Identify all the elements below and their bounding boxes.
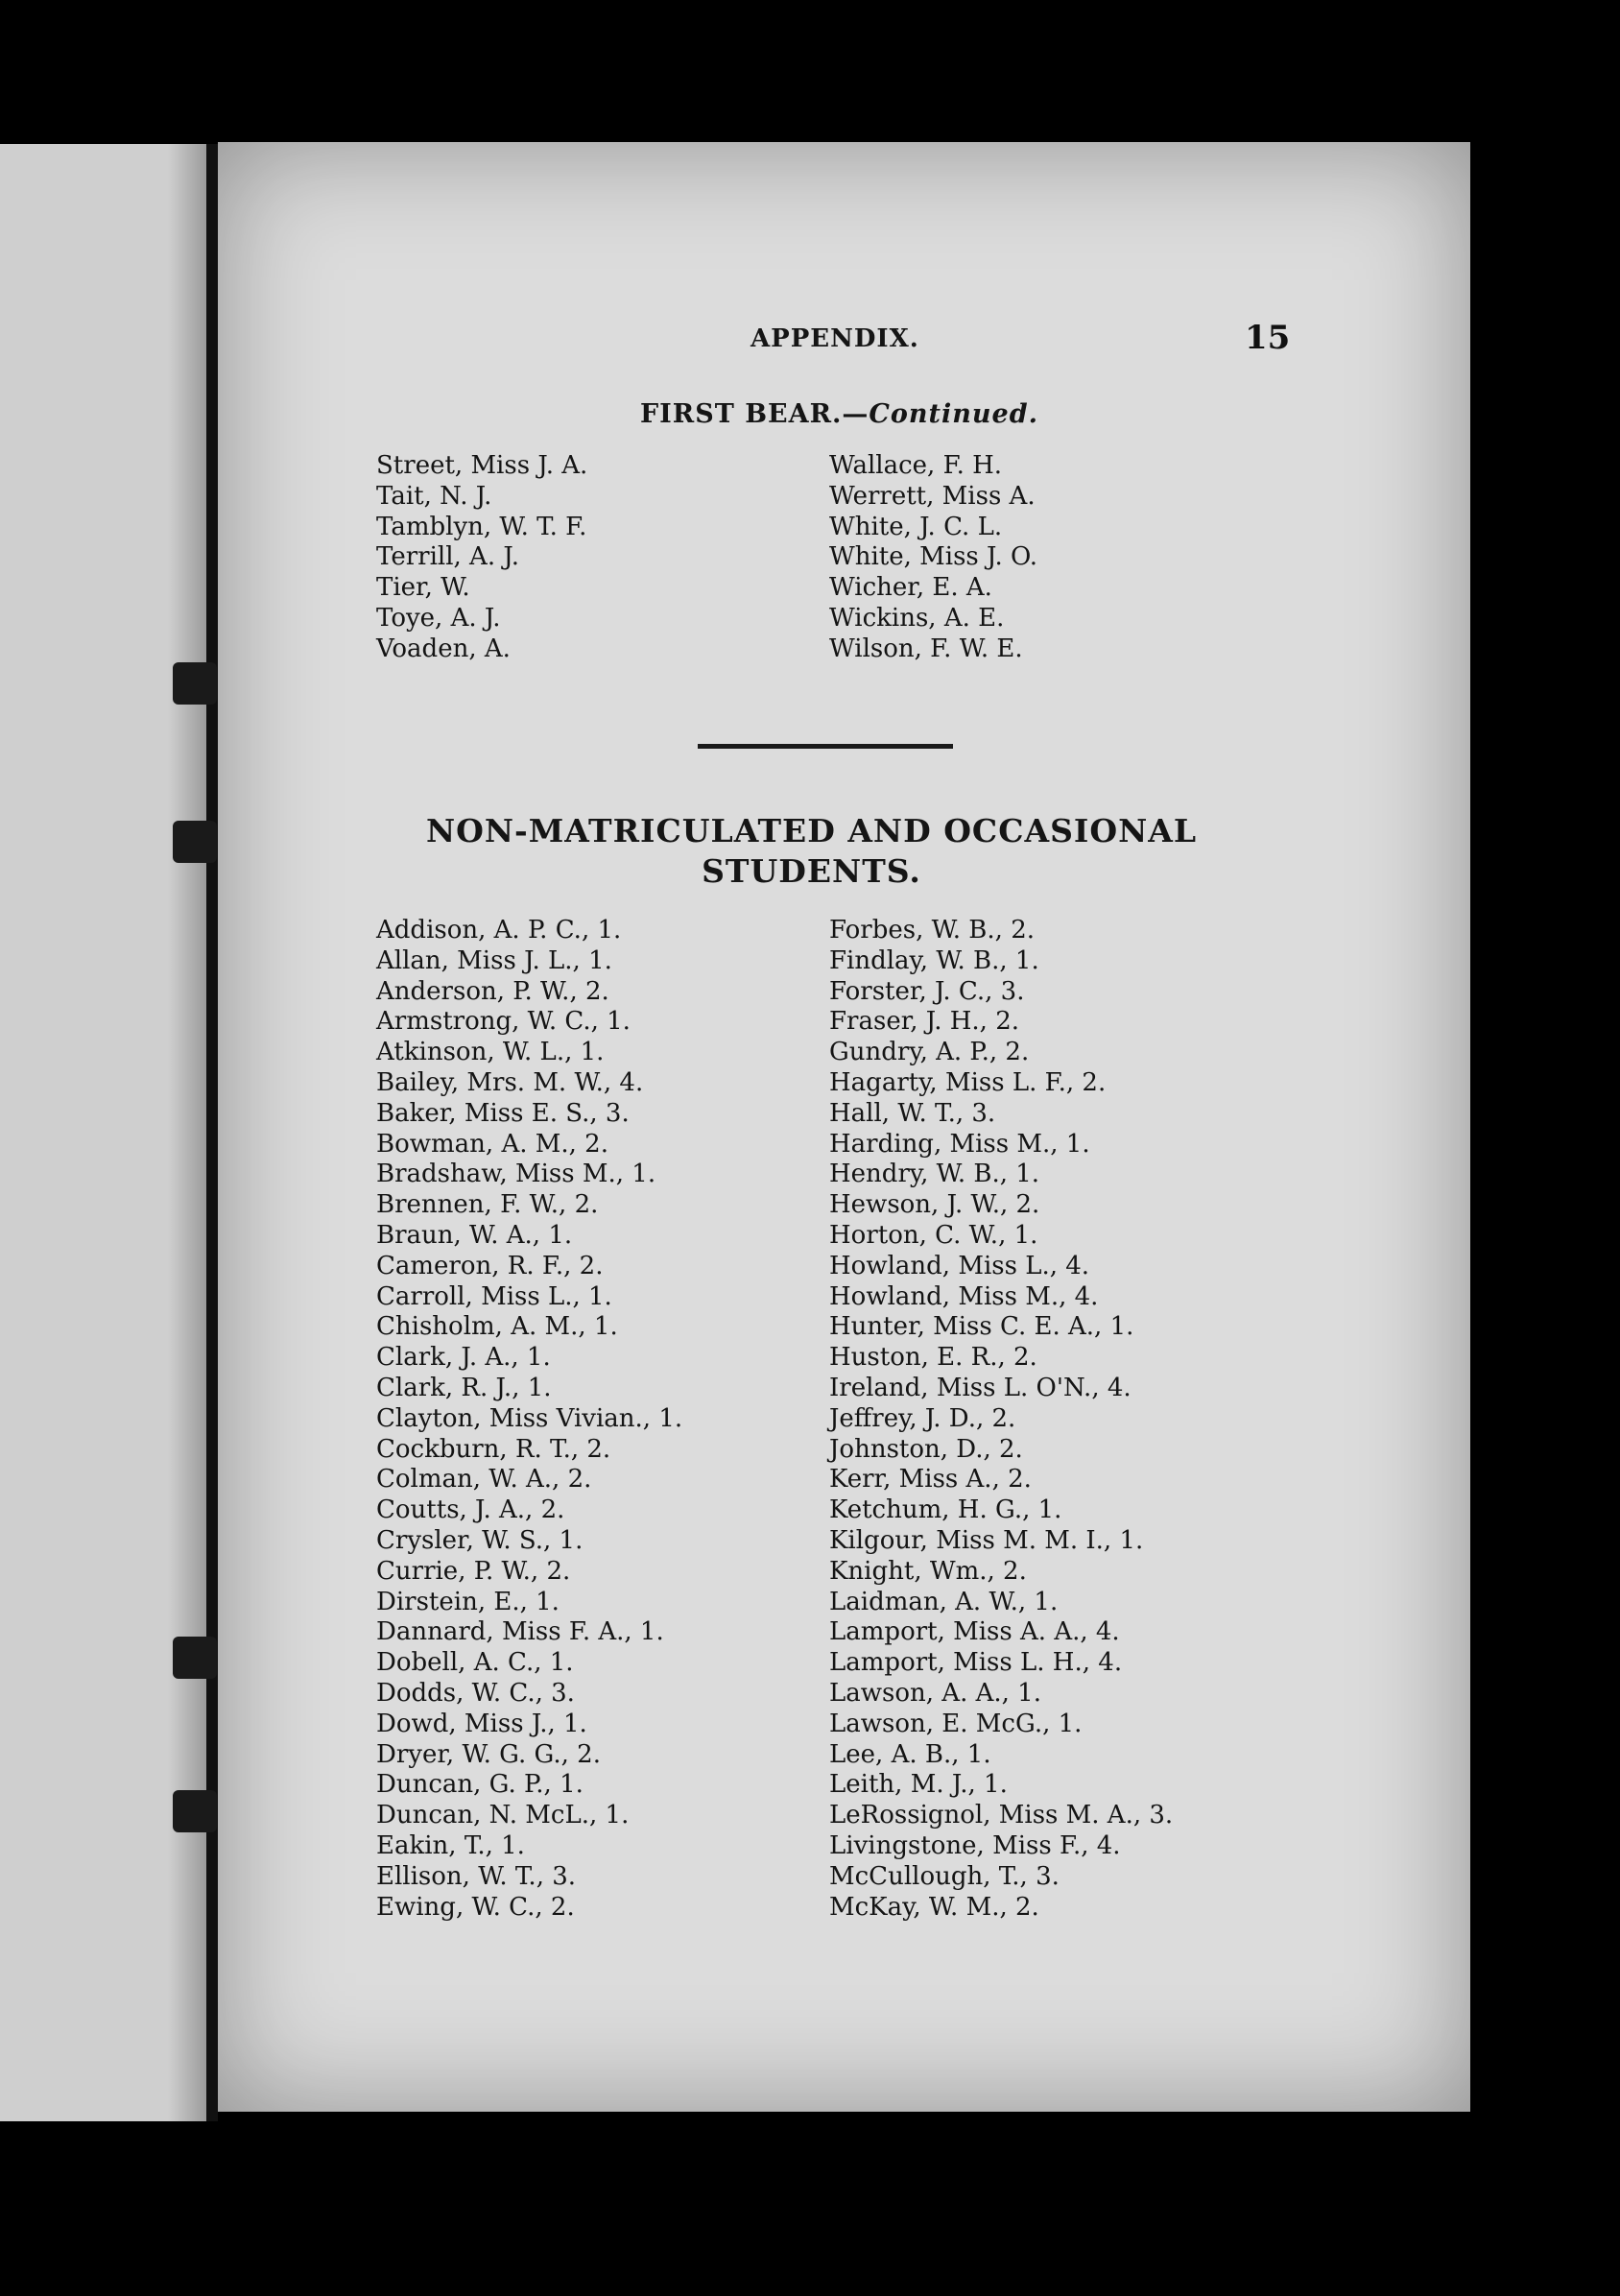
list-item: Harding, Miss M., 1. xyxy=(829,1129,1090,1159)
list-item: White, Miss J. O. xyxy=(829,542,1038,572)
list-item: Lamport, Miss L. H., 4. xyxy=(829,1648,1123,1678)
list-item: Hunter, Miss C. E. A., 1. xyxy=(829,1312,1134,1342)
list-item: Atkinson, W. L., 1. xyxy=(376,1038,605,1067)
list-item: Anderson, P. W., 2. xyxy=(376,976,609,1006)
list-item: Gundry, A. P., 2. xyxy=(829,1038,1030,1067)
non-matriculated-column-left xyxy=(376,916,682,1923)
list-item: Armstrong, W. C., 1. xyxy=(376,1007,631,1037)
first-year-heading xyxy=(640,399,1038,429)
first-year-column-right xyxy=(829,451,1037,665)
binding-hole xyxy=(173,1790,217,1832)
list-item: Dryer, W. G. G., 2. xyxy=(376,1739,601,1769)
facing-page-edge xyxy=(0,144,218,2121)
list-item: Dannard, Miss F. A., 1. xyxy=(376,1617,664,1647)
list-item: Wicher, E. A. xyxy=(829,573,992,603)
list-item: Clark, J. A., 1. xyxy=(376,1343,551,1373)
list-item: Dobell, A. C., 1. xyxy=(376,1648,574,1678)
list-item: Bowman, A. M., 2. xyxy=(376,1129,608,1159)
list-item: Wickins, A. E. xyxy=(829,603,1005,633)
list-item: Duncan, G. P., 1. xyxy=(376,1770,584,1800)
list-item: Forbes, W. B., 2. xyxy=(829,916,1036,945)
page-number: 15 xyxy=(1245,319,1291,357)
list-item: Allan, Miss J. L., 1. xyxy=(376,945,612,975)
list-item: Clayton, Miss Vivian., 1. xyxy=(376,1403,683,1433)
list-item: Dodds, W. C., 3. xyxy=(376,1678,575,1708)
list-item: Knight, Wm., 2. xyxy=(829,1556,1027,1586)
list-item: Hall, W. T., 3. xyxy=(829,1098,996,1128)
list-item: Dirstein, E., 1. xyxy=(376,1587,560,1616)
list-item: Ireland, Miss L. O'N., 4. xyxy=(829,1373,1132,1402)
list-item: Tamblyn, W. T. F. xyxy=(376,512,587,541)
running-title: APPENDIX. xyxy=(750,324,919,353)
list-item: Findlay, W. B., 1. xyxy=(829,945,1039,975)
list-item: LeRossignol, Miss M. A., 3. xyxy=(829,1801,1174,1830)
document-page xyxy=(218,142,1470,2112)
list-item: McKay, W. M., 2. xyxy=(829,1892,1039,1922)
list-item: Wallace, F. H. xyxy=(829,451,1003,480)
list-item: Howland, Miss M., 4. xyxy=(829,1281,1099,1311)
list-item: Ewing, W. C., 2. xyxy=(376,1892,575,1922)
binding-hole xyxy=(173,662,217,705)
list-item: Chisholm, A. M., 1. xyxy=(376,1312,618,1342)
list-item: Kerr, Miss A., 2. xyxy=(829,1465,1032,1495)
first-year-column-left xyxy=(376,451,587,665)
list-item: Crysler, W. S., 1. xyxy=(376,1525,584,1555)
list-item: Lee, A. B., 1. xyxy=(829,1739,991,1769)
list-item: Hagarty, Miss L. F., 2. xyxy=(829,1067,1107,1097)
list-item: Bailey, Mrs. M. W., 4. xyxy=(376,1067,644,1097)
non-matriculated-column-right xyxy=(829,916,1173,1923)
list-item: Tier, W. xyxy=(376,573,470,603)
list-item: Lawson, E. McG., 1. xyxy=(829,1709,1083,1738)
list-item: Livingstone, Miss F., 4. xyxy=(829,1830,1121,1860)
list-item: Werrett, Miss A. xyxy=(829,481,1036,511)
list-item: Brennen, F. W., 2. xyxy=(376,1190,599,1220)
list-item: Lawson, A. A., 1. xyxy=(829,1678,1041,1708)
list-item: Forster, J. C., 3. xyxy=(829,976,1025,1006)
list-item: Tait, N. J. xyxy=(376,481,492,511)
list-item: Cockburn, R. T., 2. xyxy=(376,1434,611,1464)
list-item: Huston, E. R., 2. xyxy=(829,1343,1037,1373)
list-item: Coutts, J. A., 2. xyxy=(376,1495,565,1525)
list-item: Wilson, F. W. E. xyxy=(829,634,1023,663)
list-item: Bradshaw, Miss M., 1. xyxy=(376,1160,656,1189)
list-item: Addison, A. P. C., 1. xyxy=(376,916,622,945)
first-year-heading-text: FIRST BEAR.— xyxy=(640,399,870,429)
list-item: Duncan, N. McL., 1. xyxy=(376,1801,630,1830)
list-item: Laidman, A. W., 1. xyxy=(829,1587,1059,1616)
section-divider xyxy=(698,744,953,749)
list-item: Fraser, J. H., 2. xyxy=(829,1007,1020,1037)
list-item: McCullough, T., 3. xyxy=(829,1861,1060,1891)
list-item: Hewson, J. W., 2. xyxy=(829,1190,1040,1220)
list-item: Lamport, Miss A. A., 4. xyxy=(829,1617,1120,1647)
list-item: Jeffrey, J. D., 2. xyxy=(829,1403,1016,1433)
list-item: Clark, R. J., 1. xyxy=(376,1373,552,1402)
running-head xyxy=(218,319,1470,363)
binding-hole xyxy=(173,1637,217,1679)
list-item: Johnston, D., 2. xyxy=(829,1434,1023,1464)
list-item: Terrill, A. J. xyxy=(376,542,520,572)
list-item: Howland, Miss L., 4. xyxy=(829,1251,1090,1280)
list-item: Leith, M. J., 1. xyxy=(829,1770,1008,1800)
list-item: Dowd, Miss J., 1. xyxy=(376,1709,587,1738)
list-item: Ellison, W. T., 3. xyxy=(376,1861,577,1891)
non-matriculated-heading: NON-MATRICULATED AND OCCASIONAL xyxy=(425,812,1198,849)
list-item: Hendry, W. B., 1. xyxy=(829,1160,1040,1189)
list-item: Toye, A. J. xyxy=(376,603,501,633)
list-item: Braun, W. A., 1. xyxy=(376,1220,573,1250)
list-item: Ketchum, H. G., 1. xyxy=(829,1495,1062,1525)
non-matriculated-heading-line2: STUDENTS. xyxy=(702,852,921,890)
list-item: Eakin, T., 1. xyxy=(376,1830,525,1860)
list-item: Voaden, A. xyxy=(376,634,511,663)
list-item: Cameron, R. F., 2. xyxy=(376,1251,604,1280)
list-item: Carroll, Miss L., 1. xyxy=(376,1281,612,1311)
list-item: White, J. C. L. xyxy=(829,512,1003,541)
list-item: Colman, W. A., 2. xyxy=(376,1465,592,1495)
list-item: Baker, Miss E. S., 3. xyxy=(376,1098,630,1128)
list-item: Horton, C. W., 1. xyxy=(829,1220,1038,1250)
list-item: Currie, P. W., 2. xyxy=(376,1556,571,1586)
list-item: Street, Miss J. A. xyxy=(376,451,588,480)
continued-label: Continued. xyxy=(869,399,1038,429)
list-item: Kilgour, Miss M. M. I., 1. xyxy=(829,1525,1144,1555)
